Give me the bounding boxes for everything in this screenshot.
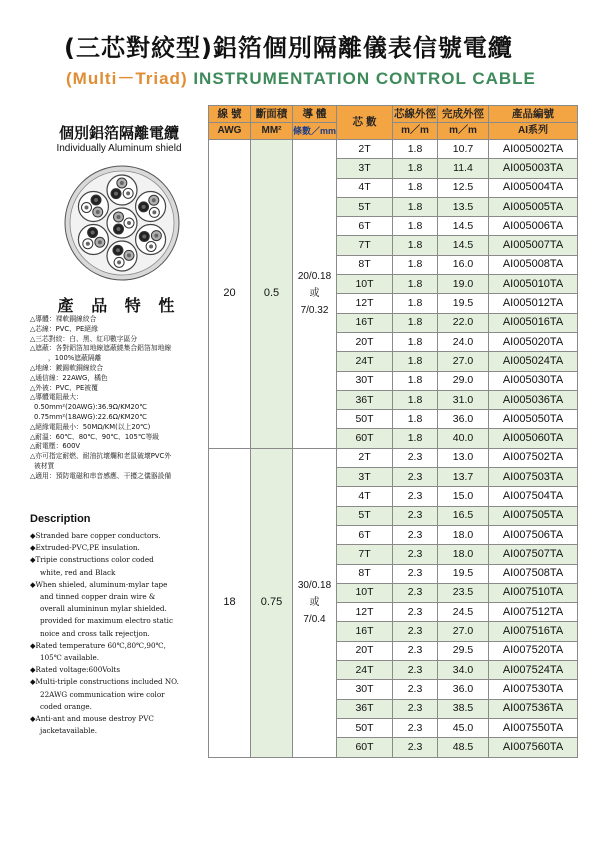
code-cell: AI005006TA — [489, 217, 578, 236]
cores-cell: 8T — [337, 564, 393, 583]
od-cell: 38.5 — [438, 699, 489, 718]
od-cell: 18.0 — [438, 545, 489, 564]
cores-cell: 3T — [337, 468, 393, 487]
conductor-dot — [126, 191, 130, 195]
cores-cell: 60T — [337, 738, 393, 757]
conductor-line: 30/0.18 — [297, 580, 332, 592]
code-cell: AI005024TA — [489, 352, 578, 371]
feature-line: 0.75mm²(18AWG):22.6Ω/KM20℃ — [34, 412, 147, 421]
code-cell: AI005030TA — [489, 371, 578, 390]
feature-line: 被材質 — [34, 461, 55, 470]
code-cell: AI007510TA — [489, 583, 578, 602]
core-od-cell: 2.3 — [393, 738, 438, 757]
conductor-line: 或 — [309, 597, 320, 609]
description-line: ◆Rated temperature 60℃,80℃,90℃, — [30, 640, 166, 650]
od-cell: 19.0 — [438, 275, 489, 294]
cores-cell: 20T — [337, 641, 393, 660]
cores-cell: 5T — [337, 197, 393, 216]
feature-line: △遮蔽：各對鋁箔加地線遮蔽繞集合鋁箔加地線 — [30, 344, 172, 353]
description-line: ◆When shieled, aluminum-mylar tape — [30, 579, 168, 589]
col-header-area: 斷面積 — [251, 106, 293, 123]
left-heading-en: Individually Aluminum shield — [56, 143, 182, 154]
description-line: ◆Rated voltage:600Volts — [30, 665, 121, 675]
code-cell: AI005012TA — [489, 294, 578, 313]
description-line: ◆Tripie constructions color coded — [30, 555, 154, 565]
conductor-line: 7/0.4 — [303, 614, 326, 626]
core-od-cell: 2.3 — [393, 468, 438, 487]
description-line: ◆Stranded bare copper conductors. — [30, 531, 161, 540]
cores-cell: 36T — [337, 699, 393, 718]
col-header-wire: 線 號 — [209, 106, 251, 123]
core-od-cell: 1.8 — [393, 140, 438, 159]
col-header-core-od: 芯線外徑 — [393, 106, 438, 123]
core-od-cell: 1.8 — [393, 178, 438, 197]
conductor-dot — [142, 205, 146, 209]
od-cell: 48.5 — [438, 738, 489, 757]
description-line: 105℃ available. — [40, 653, 99, 663]
code-cell: AI007505TA — [489, 506, 578, 525]
core-od-cell: 2.3 — [393, 603, 438, 622]
cores-cell: 7T — [337, 236, 393, 255]
od-cell: 13.5 — [438, 197, 489, 216]
description-title: Description — [30, 513, 91, 525]
table-row — [209, 448, 578, 467]
cores-cell: 10T — [337, 583, 393, 602]
od-cell: 40.0 — [438, 429, 489, 448]
od-cell: 19.5 — [438, 294, 489, 313]
od-cell: 18.0 — [438, 525, 489, 544]
conductor-dot — [96, 210, 100, 214]
description-line: ◆Multi-triple constructions included NO. — [30, 677, 179, 687]
core-od-cell: 2.3 — [393, 583, 438, 602]
code-cell: AI007504TA — [489, 487, 578, 506]
description-line: ◆Anti-ant and mouse destroy PVC — [30, 714, 154, 724]
conductor-dot — [116, 248, 120, 252]
od-cell: 22.0 — [438, 313, 489, 332]
core-od-cell: 2.3 — [393, 718, 438, 737]
description-line: ◆Extruded-PVC,PE insulation. — [30, 543, 140, 553]
od-cell: 15.0 — [438, 487, 489, 506]
od-cell: 19.5 — [438, 564, 489, 583]
feature-line: △地線：鍍錫軟銅線絞合 — [30, 363, 104, 372]
core-od-cell: 2.3 — [393, 622, 438, 641]
code-cell: AI005003TA — [489, 159, 578, 178]
od-cell: 31.0 — [438, 390, 489, 409]
code-cell: AI005004TA — [489, 178, 578, 197]
feature-line: △芯線：PVC、PE絕緣 — [30, 324, 98, 333]
code-cell: AI007536TA — [489, 699, 578, 718]
feature-line: △導體：裸軟銅線絞合 — [30, 315, 97, 323]
subtitle-paren: (Multi－Triad) — [66, 69, 188, 88]
code-cell: AI005010TA — [489, 275, 578, 294]
core-od-cell: 1.8 — [393, 197, 438, 216]
od-cell: 23.5 — [438, 583, 489, 602]
conductor-cell — [293, 448, 337, 757]
core-od-cell: 2.3 — [393, 525, 438, 544]
feature-line: 0.50mm²(20AWG):36.9Ω/KM20℃ — [34, 403, 147, 412]
code-cell: AI007560TA — [489, 738, 578, 757]
code-cell: AI007524TA — [489, 661, 578, 680]
cores-cell: 10T — [337, 275, 393, 294]
core-od-cell: 1.8 — [393, 217, 438, 236]
od-cell: 14.5 — [438, 236, 489, 255]
cores-cell: 60T — [337, 429, 393, 448]
core-od-cell: 2.3 — [393, 641, 438, 660]
area-cell: 0.5 — [251, 140, 293, 449]
col-header-conductor: 導 體 — [293, 106, 337, 123]
description-line: noice and cross talk rejectjon. — [40, 628, 150, 638]
od-cell: 14.5 — [438, 217, 489, 236]
core-od-cell: 1.8 — [393, 332, 438, 351]
col-header-area-en: MM² — [251, 123, 293, 140]
core-od-cell: 1.8 — [393, 371, 438, 390]
od-cell: 11.4 — [438, 159, 489, 178]
feature-line: △外被：PVC、PE被覆 — [30, 383, 98, 392]
code-cell: AI007530TA — [489, 680, 578, 699]
conductor-line: 或 — [309, 288, 320, 300]
code-cell: AI007512TA — [489, 603, 578, 622]
cores-cell: 50T — [337, 718, 393, 737]
core-od-cell: 1.8 — [393, 352, 438, 371]
od-cell: 13.7 — [438, 468, 489, 487]
col-header-code-en: AI系列 — [489, 123, 578, 140]
col-header-od: 完成外徑 — [438, 106, 489, 123]
features-title: 產 品 特 性 — [57, 296, 181, 315]
conductor-dot — [120, 181, 124, 185]
od-cell: 36.0 — [438, 410, 489, 429]
conductor-dot — [127, 253, 131, 257]
code-cell: AI005020TA — [489, 332, 578, 351]
cores-cell: 16T — [337, 622, 393, 641]
core-od-cell: 2.3 — [393, 448, 438, 467]
core-od-cell: 1.8 — [393, 294, 438, 313]
cores-cell: 7T — [337, 545, 393, 564]
od-cell: 24.5 — [438, 603, 489, 622]
conductor-dot — [117, 227, 121, 231]
core-od-cell: 1.8 — [393, 255, 438, 274]
conductor-cell — [293, 140, 337, 449]
description-line: jacketavailable. — [40, 726, 97, 736]
od-cell: 45.0 — [438, 718, 489, 737]
awg-cell: 18 — [209, 448, 251, 757]
cores-cell: 4T — [337, 178, 393, 197]
feature-line: △絕緣電阻最小：50MΩ/KM(以上20℃) — [30, 422, 151, 431]
conductor-dot — [91, 231, 95, 235]
feature-line: △三芯對絞：白、黑、紅印數字區分 — [30, 334, 138, 343]
page-title: (三芯對絞型)鋁箔個別隔離儀表信號電纜 — [64, 34, 513, 62]
core-od-cell: 2.3 — [393, 661, 438, 680]
code-cell: AI007516TA — [489, 622, 578, 641]
feature-line: △適用：預防電磁和串音感應、干擾之儀器設備 — [30, 471, 172, 480]
od-cell: 27.0 — [438, 352, 489, 371]
od-cell: 13.0 — [438, 448, 489, 467]
od-cell: 24.0 — [438, 332, 489, 351]
code-cell: AI007502TA — [489, 448, 578, 467]
conductor-dot — [117, 260, 121, 264]
col-header-od-unit: m／m — [438, 123, 489, 140]
cores-cell: 12T — [337, 603, 393, 622]
cores-cell: 30T — [337, 680, 393, 699]
core-od-cell: 1.8 — [393, 390, 438, 409]
code-cell: AI007508TA — [489, 564, 578, 583]
col-header-core-od-unit: m／m — [393, 123, 438, 140]
description-list — [30, 530, 210, 737]
code-cell: AI007550TA — [489, 718, 578, 737]
spec-table — [208, 105, 578, 758]
cores-cell: 8T — [337, 255, 393, 274]
feature-line: △通信線：22AWG，橘色 — [30, 373, 108, 382]
core-od-cell: 1.8 — [393, 159, 438, 178]
cores-cell: 16T — [337, 313, 393, 332]
core-od-cell: 1.8 — [393, 410, 438, 429]
col-header-code: 產品編號 — [489, 106, 578, 123]
od-cell: 29.5 — [438, 641, 489, 660]
cores-cell: 2T — [337, 140, 393, 159]
conductor-dot — [152, 210, 156, 214]
cable-cross-section-diagram — [64, 165, 180, 281]
area-cell: 0.75 — [251, 448, 293, 757]
feature-line: △耐電壓：600V — [30, 442, 81, 451]
description-line: and tinned copper drain wire & — [40, 592, 156, 602]
col-header-wire-en: AWG — [209, 123, 251, 140]
description-line: coded orange. — [40, 701, 92, 711]
code-cell: AI005002TA — [489, 140, 578, 159]
cores-cell: 50T — [337, 410, 393, 429]
code-cell: AI005036TA — [489, 390, 578, 409]
features-list — [30, 315, 208, 482]
code-cell: AI005005TA — [489, 197, 578, 216]
cores-cell: 24T — [337, 352, 393, 371]
code-cell: AI005060TA — [489, 429, 578, 448]
od-cell: 29.0 — [438, 371, 489, 390]
conductor-dot — [142, 234, 146, 238]
conductor-dot — [98, 240, 102, 244]
od-cell: 12.5 — [438, 178, 489, 197]
code-cell: AI007507TA — [489, 545, 578, 564]
conductor-dot — [127, 221, 131, 225]
left-panel — [30, 105, 208, 757]
conductor-dot — [114, 192, 118, 196]
cores-cell: 5T — [337, 506, 393, 525]
od-cell: 27.0 — [438, 622, 489, 641]
cores-cell: 6T — [337, 217, 393, 236]
description-line: 22AWG communication wire color — [40, 689, 165, 699]
core-od-cell: 2.3 — [393, 699, 438, 718]
conductor-dot — [117, 215, 121, 219]
od-cell: 36.0 — [438, 680, 489, 699]
code-cell: AI007520TA — [489, 641, 578, 660]
cores-cell: 3T — [337, 159, 393, 178]
left-heading-zh: 個別鋁箔隔離電纜 — [58, 124, 179, 142]
description-line: overall alumininun mylar shielded. — [40, 604, 167, 614]
conductor-line: 20/0.18 — [297, 271, 332, 283]
awg-cell: 20 — [209, 140, 251, 449]
feature-line: △亦可指定耐燃、耐油抗壞爛和老鼠破壞PVC外 — [30, 452, 172, 461]
code-cell: AI007503TA — [489, 468, 578, 487]
conductor-dot — [152, 198, 156, 202]
core-od-cell: 2.3 — [393, 564, 438, 583]
conductor-dot — [149, 244, 153, 248]
core-od-cell: 1.8 — [393, 429, 438, 448]
cores-cell: 24T — [337, 661, 393, 680]
cores-cell: 6T — [337, 525, 393, 544]
subtitle-main: INSTRUMENTATION CONTROL CABLE — [187, 69, 536, 88]
core-od-cell: 2.3 — [393, 506, 438, 525]
code-cell: AI007506TA — [489, 525, 578, 544]
conductor-dot — [154, 234, 158, 238]
cores-cell: 12T — [337, 294, 393, 313]
page-subtitle — [66, 64, 536, 89]
description-line: white, red and Black — [40, 567, 116, 577]
left-heading — [30, 105, 208, 154]
od-cell: 34.0 — [438, 661, 489, 680]
feature-line: ，100%遮蔽隔離 — [48, 354, 102, 363]
conductor-dot — [84, 205, 88, 209]
feature-line: △導體電阻最大： — [30, 393, 83, 402]
cores-cell: 30T — [337, 371, 393, 390]
conductor-dot — [86, 242, 90, 246]
core-od-cell: 2.3 — [393, 545, 438, 564]
code-cell: AI005007TA — [489, 236, 578, 255]
description-line: provided for maximum electro static — [40, 616, 174, 626]
feature-line: △耐溫：60℃、80℃、90℃、105℃等級 — [30, 432, 160, 441]
col-header-conductor-en: 條數／mm — [293, 125, 337, 136]
code-cell: AI005050TA — [489, 410, 578, 429]
table-row — [209, 140, 578, 159]
core-od-cell: 1.8 — [393, 313, 438, 332]
od-cell: 16.0 — [438, 255, 489, 274]
cores-cell: 2T — [337, 448, 393, 467]
core-od-cell: 2.3 — [393, 487, 438, 506]
cores-cell: 20T — [337, 332, 393, 351]
core-od-cell: 1.8 — [393, 236, 438, 255]
col-header-cores: 芯 數 — [337, 106, 393, 140]
core-od-cell: 2.3 — [393, 680, 438, 699]
od-cell: 10.7 — [438, 140, 489, 159]
od-cell: 16.5 — [438, 506, 489, 525]
cores-cell: 36T — [337, 390, 393, 409]
conductor-line: 7/0.32 — [300, 305, 329, 317]
cores-cell: 4T — [337, 487, 393, 506]
code-cell: AI005008TA — [489, 255, 578, 274]
conductor-dot — [94, 198, 98, 202]
code-cell: AI005016TA — [489, 313, 578, 332]
core-od-cell: 1.8 — [393, 275, 438, 294]
